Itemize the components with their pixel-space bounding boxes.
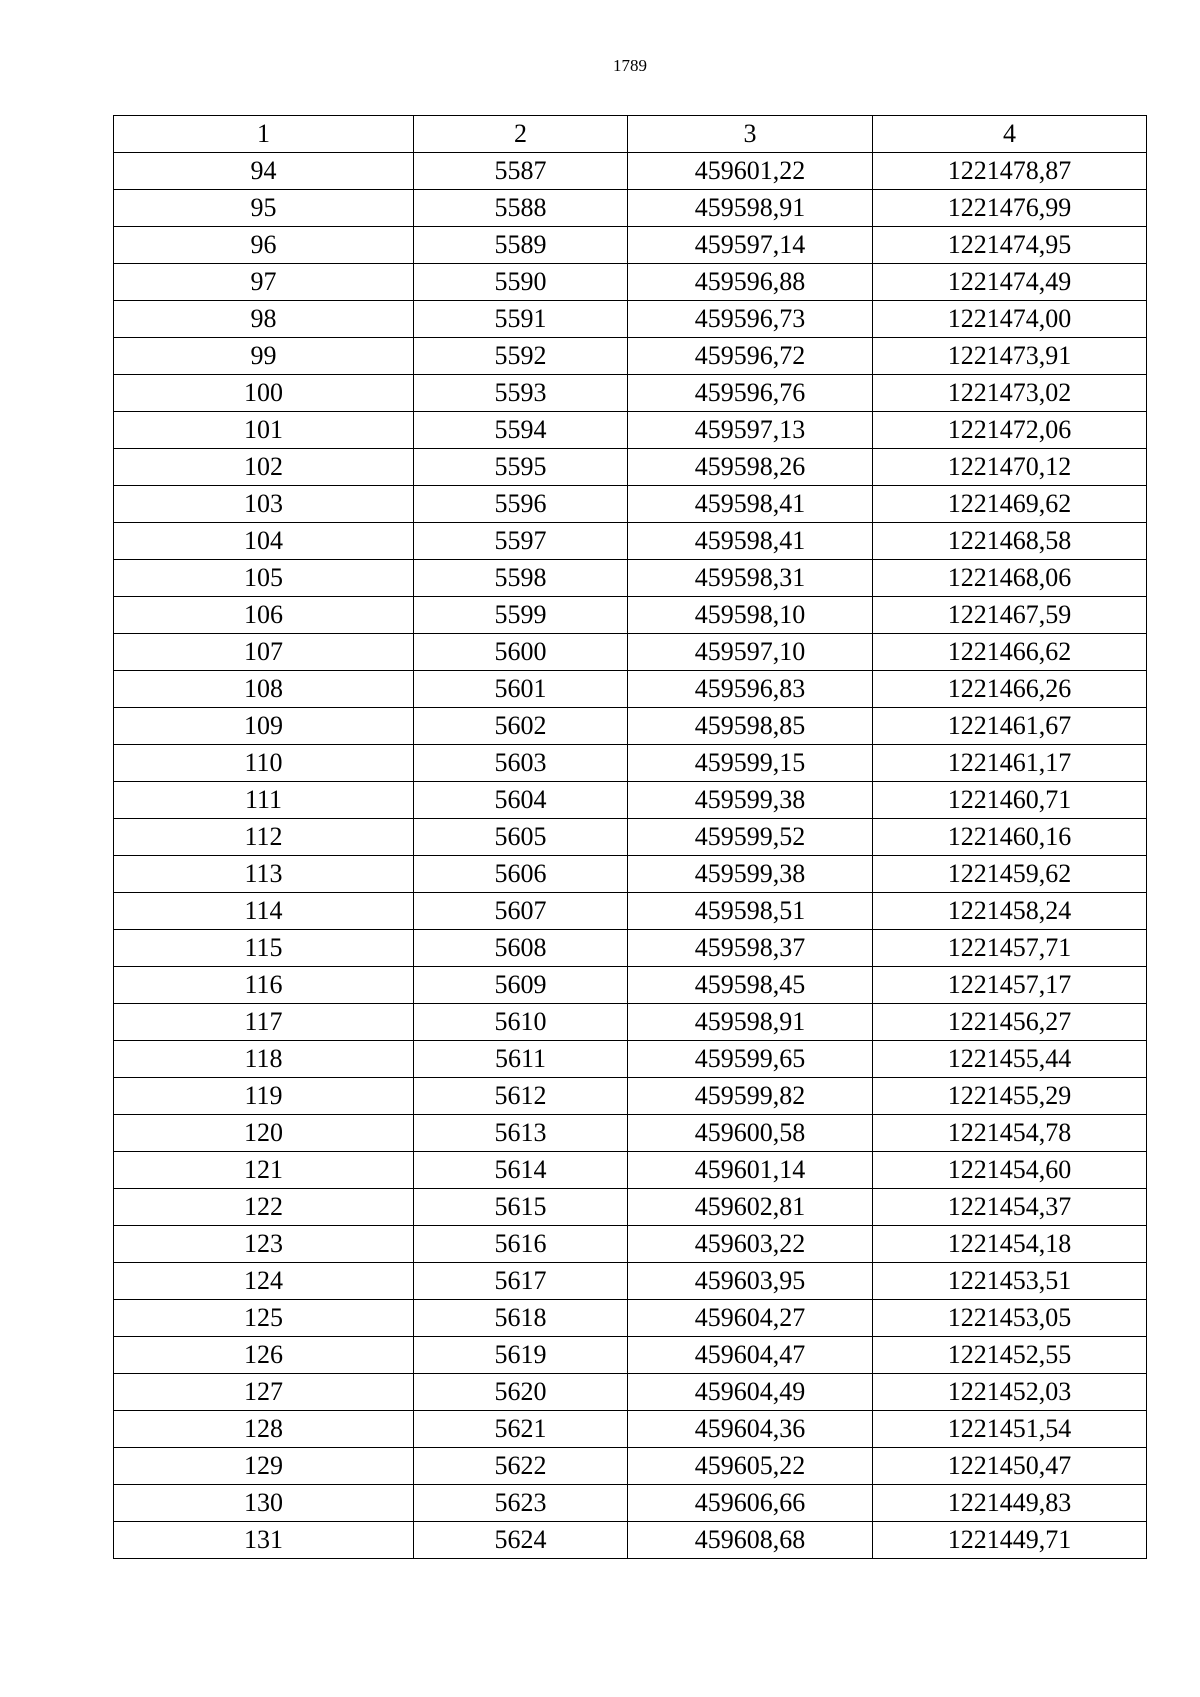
point-number-cell: 106 bbox=[114, 597, 414, 634]
x-coordinate-cell: 459598,45 bbox=[628, 967, 873, 1004]
x-coordinate-cell: 459604,47 bbox=[628, 1337, 873, 1374]
point-number-cell: 125 bbox=[114, 1300, 414, 1337]
table-row bbox=[114, 412, 1147, 449]
y-coordinate-cell: 1221454,78 bbox=[873, 1115, 1147, 1152]
coordinates-table bbox=[113, 115, 1147, 1559]
table-row bbox=[114, 597, 1147, 634]
x-coordinate-cell: 459605,22 bbox=[628, 1448, 873, 1485]
vertex-number-cell: 5607 bbox=[414, 893, 628, 930]
point-number-cell: 96 bbox=[114, 227, 414, 264]
point-number-cell: 97 bbox=[114, 264, 414, 301]
x-coordinate-cell: 459598,41 bbox=[628, 486, 873, 523]
table-row bbox=[114, 967, 1147, 1004]
table-row bbox=[114, 1152, 1147, 1189]
header-row bbox=[114, 116, 1147, 153]
x-coordinate-cell: 459608,68 bbox=[628, 1522, 873, 1559]
y-coordinate-cell: 1221474,49 bbox=[873, 264, 1147, 301]
point-number-cell: 111 bbox=[114, 782, 414, 819]
vertex-number-cell: 5588 bbox=[414, 190, 628, 227]
table-row bbox=[114, 930, 1147, 967]
vertex-number-cell: 5596 bbox=[414, 486, 628, 523]
vertex-number-cell: 5600 bbox=[414, 634, 628, 671]
table-row bbox=[114, 671, 1147, 708]
x-coordinate-cell: 459599,38 bbox=[628, 782, 873, 819]
y-coordinate-cell: 1221468,58 bbox=[873, 523, 1147, 560]
vertex-number-cell: 5598 bbox=[414, 560, 628, 597]
point-number-cell: 98 bbox=[114, 301, 414, 338]
vertex-number-cell: 5621 bbox=[414, 1411, 628, 1448]
point-number-cell: 126 bbox=[114, 1337, 414, 1374]
y-coordinate-cell: 1221453,51 bbox=[873, 1263, 1147, 1300]
point-number-cell: 120 bbox=[114, 1115, 414, 1152]
point-number-cell: 94 bbox=[114, 153, 414, 190]
table-row bbox=[114, 1115, 1147, 1152]
point-number-cell: 104 bbox=[114, 523, 414, 560]
point-number-cell: 107 bbox=[114, 634, 414, 671]
table-row bbox=[114, 523, 1147, 560]
y-coordinate-cell: 1221454,18 bbox=[873, 1226, 1147, 1263]
x-coordinate-cell: 459599,82 bbox=[628, 1078, 873, 1115]
vertex-number-cell: 5617 bbox=[414, 1263, 628, 1300]
x-coordinate-cell: 459599,65 bbox=[628, 1041, 873, 1078]
y-coordinate-cell: 1221459,62 bbox=[873, 856, 1147, 893]
vertex-number-cell: 5602 bbox=[414, 708, 628, 745]
vertex-number-cell: 5610 bbox=[414, 1004, 628, 1041]
vertex-number-cell: 5595 bbox=[414, 449, 628, 486]
point-number-cell: 127 bbox=[114, 1374, 414, 1411]
vertex-number-cell: 5597 bbox=[414, 523, 628, 560]
x-coordinate-cell: 459596,72 bbox=[628, 338, 873, 375]
x-coordinate-cell: 459598,51 bbox=[628, 893, 873, 930]
y-coordinate-cell: 1221456,27 bbox=[873, 1004, 1147, 1041]
x-coordinate-cell: 459601,22 bbox=[628, 153, 873, 190]
y-coordinate-cell: 1221450,47 bbox=[873, 1448, 1147, 1485]
header-cell-2: 2 bbox=[414, 116, 628, 153]
y-coordinate-cell: 1221473,02 bbox=[873, 375, 1147, 412]
point-number-cell: 114 bbox=[114, 893, 414, 930]
vertex-number-cell: 5587 bbox=[414, 153, 628, 190]
header-cell-3: 3 bbox=[628, 116, 873, 153]
vertex-number-cell: 5590 bbox=[414, 264, 628, 301]
vertex-number-cell: 5592 bbox=[414, 338, 628, 375]
y-coordinate-cell: 1221460,16 bbox=[873, 819, 1147, 856]
point-number-cell: 103 bbox=[114, 486, 414, 523]
vertex-number-cell: 5616 bbox=[414, 1226, 628, 1263]
y-coordinate-cell: 1221472,06 bbox=[873, 412, 1147, 449]
vertex-number-cell: 5603 bbox=[414, 745, 628, 782]
y-coordinate-cell: 1221461,17 bbox=[873, 745, 1147, 782]
x-coordinate-cell: 459598,31 bbox=[628, 560, 873, 597]
x-coordinate-cell: 459599,52 bbox=[628, 819, 873, 856]
header-cell-4: 4 bbox=[873, 116, 1147, 153]
point-number-cell: 131 bbox=[114, 1522, 414, 1559]
table-row bbox=[114, 1337, 1147, 1374]
vertex-number-cell: 5591 bbox=[414, 301, 628, 338]
x-coordinate-cell: 459603,95 bbox=[628, 1263, 873, 1300]
table-row bbox=[114, 1041, 1147, 1078]
table-row bbox=[114, 1300, 1147, 1337]
page-number: 1789 bbox=[613, 56, 647, 75]
table-row bbox=[114, 301, 1147, 338]
y-coordinate-cell: 1221457,17 bbox=[873, 967, 1147, 1004]
x-coordinate-cell: 459598,85 bbox=[628, 708, 873, 745]
point-number-cell: 117 bbox=[114, 1004, 414, 1041]
point-number-cell: 128 bbox=[114, 1411, 414, 1448]
y-coordinate-cell: 1221476,99 bbox=[873, 190, 1147, 227]
x-coordinate-cell: 459596,76 bbox=[628, 375, 873, 412]
table-row bbox=[114, 634, 1147, 671]
vertex-number-cell: 5606 bbox=[414, 856, 628, 893]
x-coordinate-cell: 459598,10 bbox=[628, 597, 873, 634]
point-number-cell: 112 bbox=[114, 819, 414, 856]
table-row bbox=[114, 1189, 1147, 1226]
x-coordinate-cell: 459596,88 bbox=[628, 264, 873, 301]
vertex-number-cell: 5589 bbox=[414, 227, 628, 264]
table-row bbox=[114, 338, 1147, 375]
y-coordinate-cell: 1221449,71 bbox=[873, 1522, 1147, 1559]
point-number-cell: 123 bbox=[114, 1226, 414, 1263]
x-coordinate-cell: 459596,83 bbox=[628, 671, 873, 708]
y-coordinate-cell: 1221449,83 bbox=[873, 1485, 1147, 1522]
table-row bbox=[114, 1226, 1147, 1263]
vertex-number-cell: 5604 bbox=[414, 782, 628, 819]
table-row bbox=[114, 264, 1147, 301]
x-coordinate-cell: 459604,27 bbox=[628, 1300, 873, 1337]
y-coordinate-cell: 1221470,12 bbox=[873, 449, 1147, 486]
vertex-number-cell: 5609 bbox=[414, 967, 628, 1004]
table-row bbox=[114, 153, 1147, 190]
point-number-cell: 116 bbox=[114, 967, 414, 1004]
table-row bbox=[114, 893, 1147, 930]
y-coordinate-cell: 1221452,03 bbox=[873, 1374, 1147, 1411]
x-coordinate-cell: 459603,22 bbox=[628, 1226, 873, 1263]
table-row bbox=[114, 708, 1147, 745]
x-coordinate-cell: 459597,10 bbox=[628, 634, 873, 671]
point-number-cell: 124 bbox=[114, 1263, 414, 1300]
y-coordinate-cell: 1221467,59 bbox=[873, 597, 1147, 634]
table-row bbox=[114, 227, 1147, 264]
x-coordinate-cell: 459598,41 bbox=[628, 523, 873, 560]
point-number-cell: 95 bbox=[114, 190, 414, 227]
vertex-number-cell: 5608 bbox=[414, 930, 628, 967]
vertex-number-cell: 5618 bbox=[414, 1300, 628, 1337]
vertex-number-cell: 5623 bbox=[414, 1485, 628, 1522]
vertex-number-cell: 5601 bbox=[414, 671, 628, 708]
point-number-cell: 105 bbox=[114, 560, 414, 597]
point-number-cell: 115 bbox=[114, 930, 414, 967]
vertex-number-cell: 5612 bbox=[414, 1078, 628, 1115]
header-cell-1: 1 bbox=[114, 116, 414, 153]
x-coordinate-cell: 459597,13 bbox=[628, 412, 873, 449]
point-number-cell: 119 bbox=[114, 1078, 414, 1115]
point-number-cell: 99 bbox=[114, 338, 414, 375]
point-number-cell: 108 bbox=[114, 671, 414, 708]
x-coordinate-cell: 459598,91 bbox=[628, 1004, 873, 1041]
x-coordinate-cell: 459596,73 bbox=[628, 301, 873, 338]
x-coordinate-cell: 459604,49 bbox=[628, 1374, 873, 1411]
y-coordinate-cell: 1221466,62 bbox=[873, 634, 1147, 671]
x-coordinate-cell: 459602,81 bbox=[628, 1189, 873, 1226]
point-number-cell: 113 bbox=[114, 856, 414, 893]
table-row bbox=[114, 449, 1147, 486]
table-row bbox=[114, 1522, 1147, 1559]
y-coordinate-cell: 1221469,62 bbox=[873, 486, 1147, 523]
x-coordinate-cell: 459604,36 bbox=[628, 1411, 873, 1448]
point-number-cell: 109 bbox=[114, 708, 414, 745]
x-coordinate-cell: 459598,26 bbox=[628, 449, 873, 486]
x-coordinate-cell: 459599,15 bbox=[628, 745, 873, 782]
point-number-cell: 121 bbox=[114, 1152, 414, 1189]
point-number-cell: 129 bbox=[114, 1448, 414, 1485]
point-number-cell: 101 bbox=[114, 412, 414, 449]
table-row bbox=[114, 190, 1147, 227]
vertex-number-cell: 5611 bbox=[414, 1041, 628, 1078]
coordinates-table-body bbox=[114, 116, 1147, 1559]
table-row bbox=[114, 782, 1147, 819]
point-number-cell: 130 bbox=[114, 1485, 414, 1522]
table-row bbox=[114, 745, 1147, 782]
table-row bbox=[114, 1004, 1147, 1041]
y-coordinate-cell: 1221451,54 bbox=[873, 1411, 1147, 1448]
table-row bbox=[114, 1485, 1147, 1522]
table-row bbox=[114, 856, 1147, 893]
vertex-number-cell: 5599 bbox=[414, 597, 628, 634]
table-row bbox=[114, 1078, 1147, 1115]
vertex-number-cell: 5614 bbox=[414, 1152, 628, 1189]
table-row bbox=[114, 1263, 1147, 1300]
x-coordinate-cell: 459606,66 bbox=[628, 1485, 873, 1522]
vertex-number-cell: 5594 bbox=[414, 412, 628, 449]
x-coordinate-cell: 459597,14 bbox=[628, 227, 873, 264]
y-coordinate-cell: 1221455,44 bbox=[873, 1041, 1147, 1078]
y-coordinate-cell: 1221452,55 bbox=[873, 1337, 1147, 1374]
x-coordinate-cell: 459598,91 bbox=[628, 190, 873, 227]
vertex-number-cell: 5615 bbox=[414, 1189, 628, 1226]
y-coordinate-cell: 1221473,91 bbox=[873, 338, 1147, 375]
table-row bbox=[114, 1411, 1147, 1448]
vertex-number-cell: 5620 bbox=[414, 1374, 628, 1411]
y-coordinate-cell: 1221474,00 bbox=[873, 301, 1147, 338]
y-coordinate-cell: 1221453,05 bbox=[873, 1300, 1147, 1337]
y-coordinate-cell: 1221457,71 bbox=[873, 930, 1147, 967]
y-coordinate-cell: 1221466,26 bbox=[873, 671, 1147, 708]
table-row bbox=[114, 819, 1147, 856]
table-row bbox=[114, 1374, 1147, 1411]
y-coordinate-cell: 1221455,29 bbox=[873, 1078, 1147, 1115]
y-coordinate-cell: 1221454,37 bbox=[873, 1189, 1147, 1226]
vertex-number-cell: 5613 bbox=[414, 1115, 628, 1152]
vertex-number-cell: 5605 bbox=[414, 819, 628, 856]
point-number-cell: 100 bbox=[114, 375, 414, 412]
table-row bbox=[114, 1448, 1147, 1485]
y-coordinate-cell: 1221474,95 bbox=[873, 227, 1147, 264]
vertex-number-cell: 5622 bbox=[414, 1448, 628, 1485]
vertex-number-cell: 5619 bbox=[414, 1337, 628, 1374]
point-number-cell: 102 bbox=[114, 449, 414, 486]
vertex-number-cell: 5593 bbox=[414, 375, 628, 412]
point-number-cell: 118 bbox=[114, 1041, 414, 1078]
y-coordinate-cell: 1221478,87 bbox=[873, 153, 1147, 190]
table-row bbox=[114, 486, 1147, 523]
y-coordinate-cell: 1221460,71 bbox=[873, 782, 1147, 819]
y-coordinate-cell: 1221454,60 bbox=[873, 1152, 1147, 1189]
y-coordinate-cell: 1221458,24 bbox=[873, 893, 1147, 930]
point-number-cell: 122 bbox=[114, 1189, 414, 1226]
x-coordinate-cell: 459600,58 bbox=[628, 1115, 873, 1152]
y-coordinate-cell: 1221461,67 bbox=[873, 708, 1147, 745]
x-coordinate-cell: 459598,37 bbox=[628, 930, 873, 967]
point-number-cell: 110 bbox=[114, 745, 414, 782]
y-coordinate-cell: 1221468,06 bbox=[873, 560, 1147, 597]
vertex-number-cell: 5624 bbox=[414, 1522, 628, 1559]
x-coordinate-cell: 459601,14 bbox=[628, 1152, 873, 1189]
table-row bbox=[114, 560, 1147, 597]
x-coordinate-cell: 459599,38 bbox=[628, 856, 873, 893]
table-row bbox=[114, 375, 1147, 412]
